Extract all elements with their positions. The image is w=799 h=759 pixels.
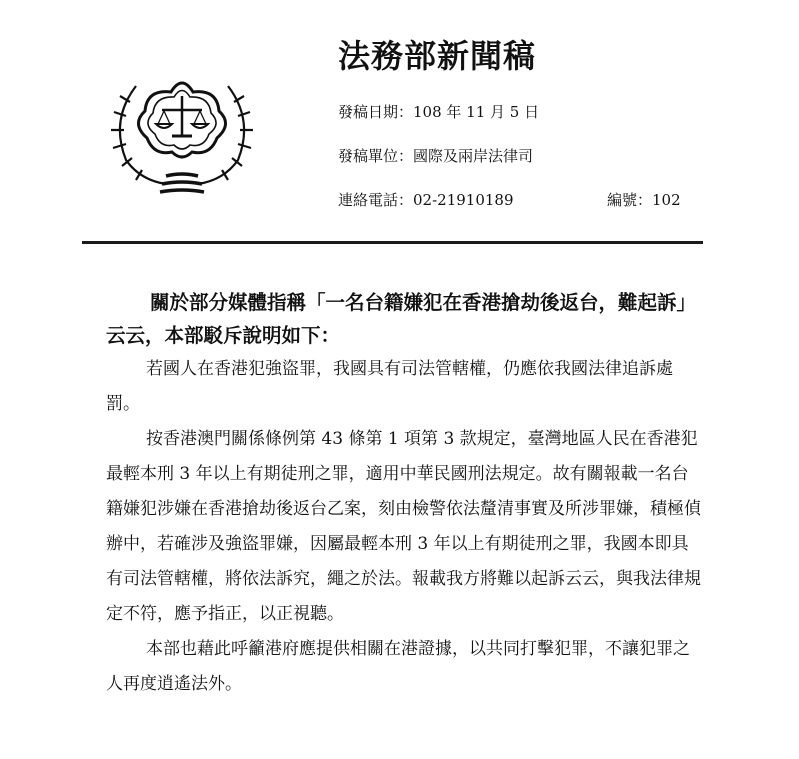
paragraph: 若國人在香港犯強盜罪，我國具有司法管轄權，仍應依我國法律追訴處罰。 [106, 359, 673, 414]
contact-row [338, 189, 681, 211]
paragraph: 按香港澳門關係條例第 43 條第 1 項第 3 款規定，臺灣地區人民在香港犯最輕本刑 3 年以上有期徒刑之罪，適用中華民國刑法規定。故有關報載一名台籍嫌犯涉嫌在香港搶劫後返台乙案，刻由檢警依法釐清事實及所涉罪嫌，積極偵辦中，若確涉及強盜罪嫌，因屬最輕本刑 3 年以上有期徒刑之罪，我國本即具有司法管轄權，將依法訴究，繩之於法。報載我方將難以起訴云云，與我法律規定不符，應予指正，以正視聽。 [106, 429, 701, 624]
issuing-unit: 發稿單位：國際及兩岸法律司 [338, 147, 534, 165]
release-date: 發稿日期：108 年 11 月 5 日 [338, 103, 540, 121]
release-number: 編號：102 [607, 191, 681, 209]
press-heading: 關於部分媒體指稱「一名台籍嫌犯在香港搶劫後返台，難起訴」云云，本部駁斥說明如下： [106, 291, 697, 347]
contact-phone: 連絡電話：02-21910189 [338, 191, 514, 209]
paragraph: 本部也藉此呼籲港府應提供相關在港證據，以共同打擊犯罪，不讓犯罪之人再度逍遙法外。 [106, 639, 690, 694]
ministry-emblem-icon [96, 72, 268, 212]
header-divider [82, 241, 703, 244]
page-title: 法務部新聞稿 [338, 37, 537, 75]
press-body [106, 352, 704, 702]
